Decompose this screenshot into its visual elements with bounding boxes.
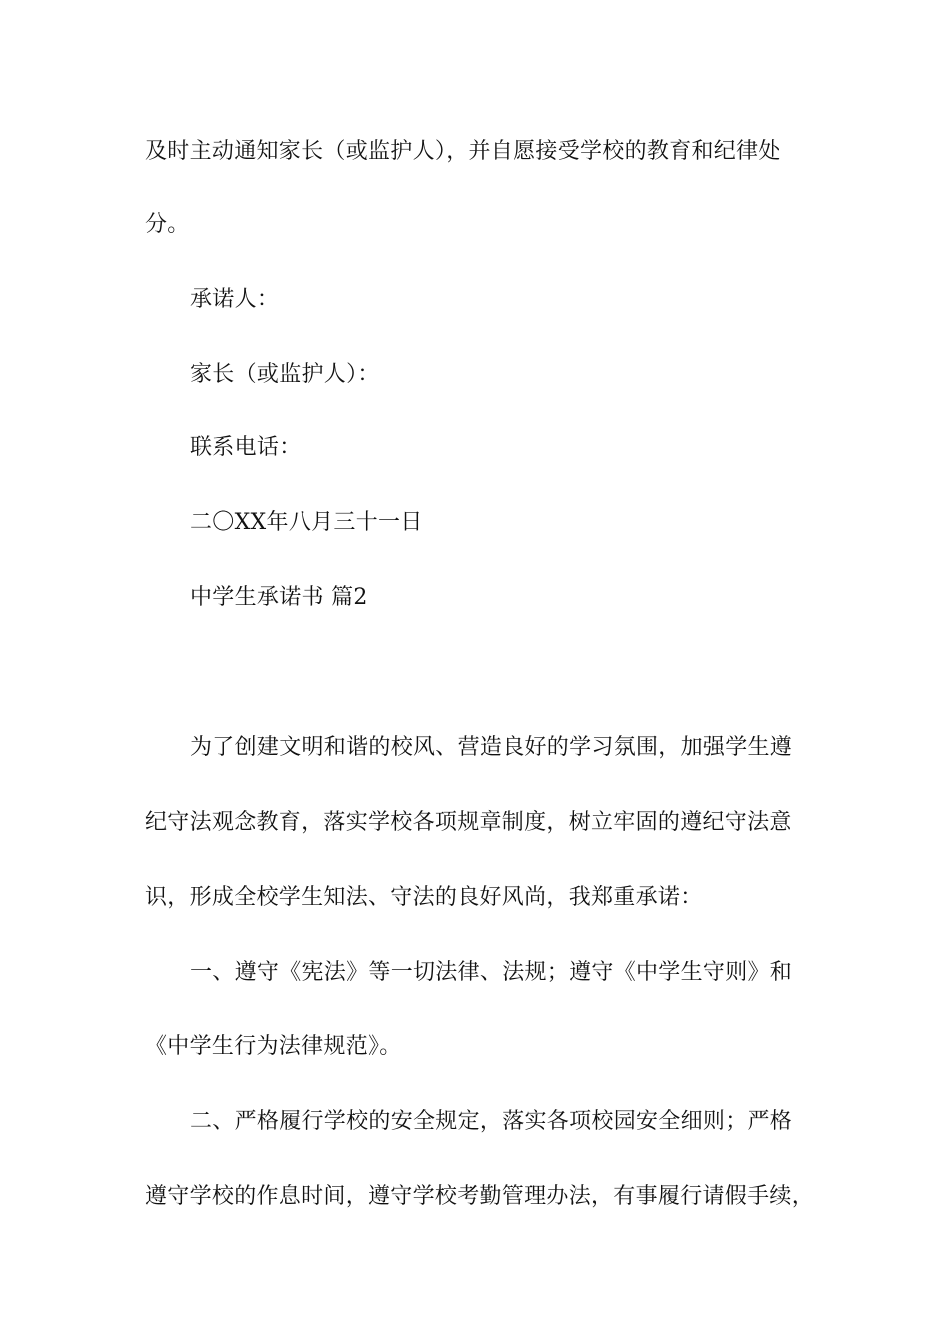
paragraph-line: 及时主动通知家长（或监护人），并自愿接受学校的教育和纪律处	[145, 139, 781, 164]
paragraph-line: 二、严格履行学校的安全规定，落实各项校园安全细则；严格	[190, 1109, 793, 1134]
paragraph-line: 识，形成全校学生知法、守法的良好风尚，我郑重承诺：	[145, 885, 703, 910]
paragraph-line: 一、遵守《宪法》等一切法律、法规；遵守《中学生守则》和	[190, 960, 793, 985]
paragraph-line: 遵守学校的作息时间，遵守学校考勤管理办法，有事履行请假手续，	[145, 1184, 815, 1209]
guardian-label: 家长（或监护人）：	[190, 362, 380, 387]
phone-label: 联系电话：	[190, 435, 302, 460]
signatory-label: 承诺人：	[190, 287, 280, 312]
section-title: 中学生承诺书 篇2	[190, 585, 368, 610]
document-date: 二〇XX年八月三十一日	[190, 510, 423, 535]
paragraph-line: 纪守法观念教育，落实学校各项规章制度，树立牢固的遵纪守法意	[145, 810, 792, 835]
paragraph-line: 为了创建文明和谐的校风、营造良好的学习氛围，加强学生遵	[190, 735, 793, 760]
paragraph-line: 分。	[145, 212, 190, 237]
paragraph-line: 《中学生行为法律规范》。	[145, 1034, 402, 1059]
